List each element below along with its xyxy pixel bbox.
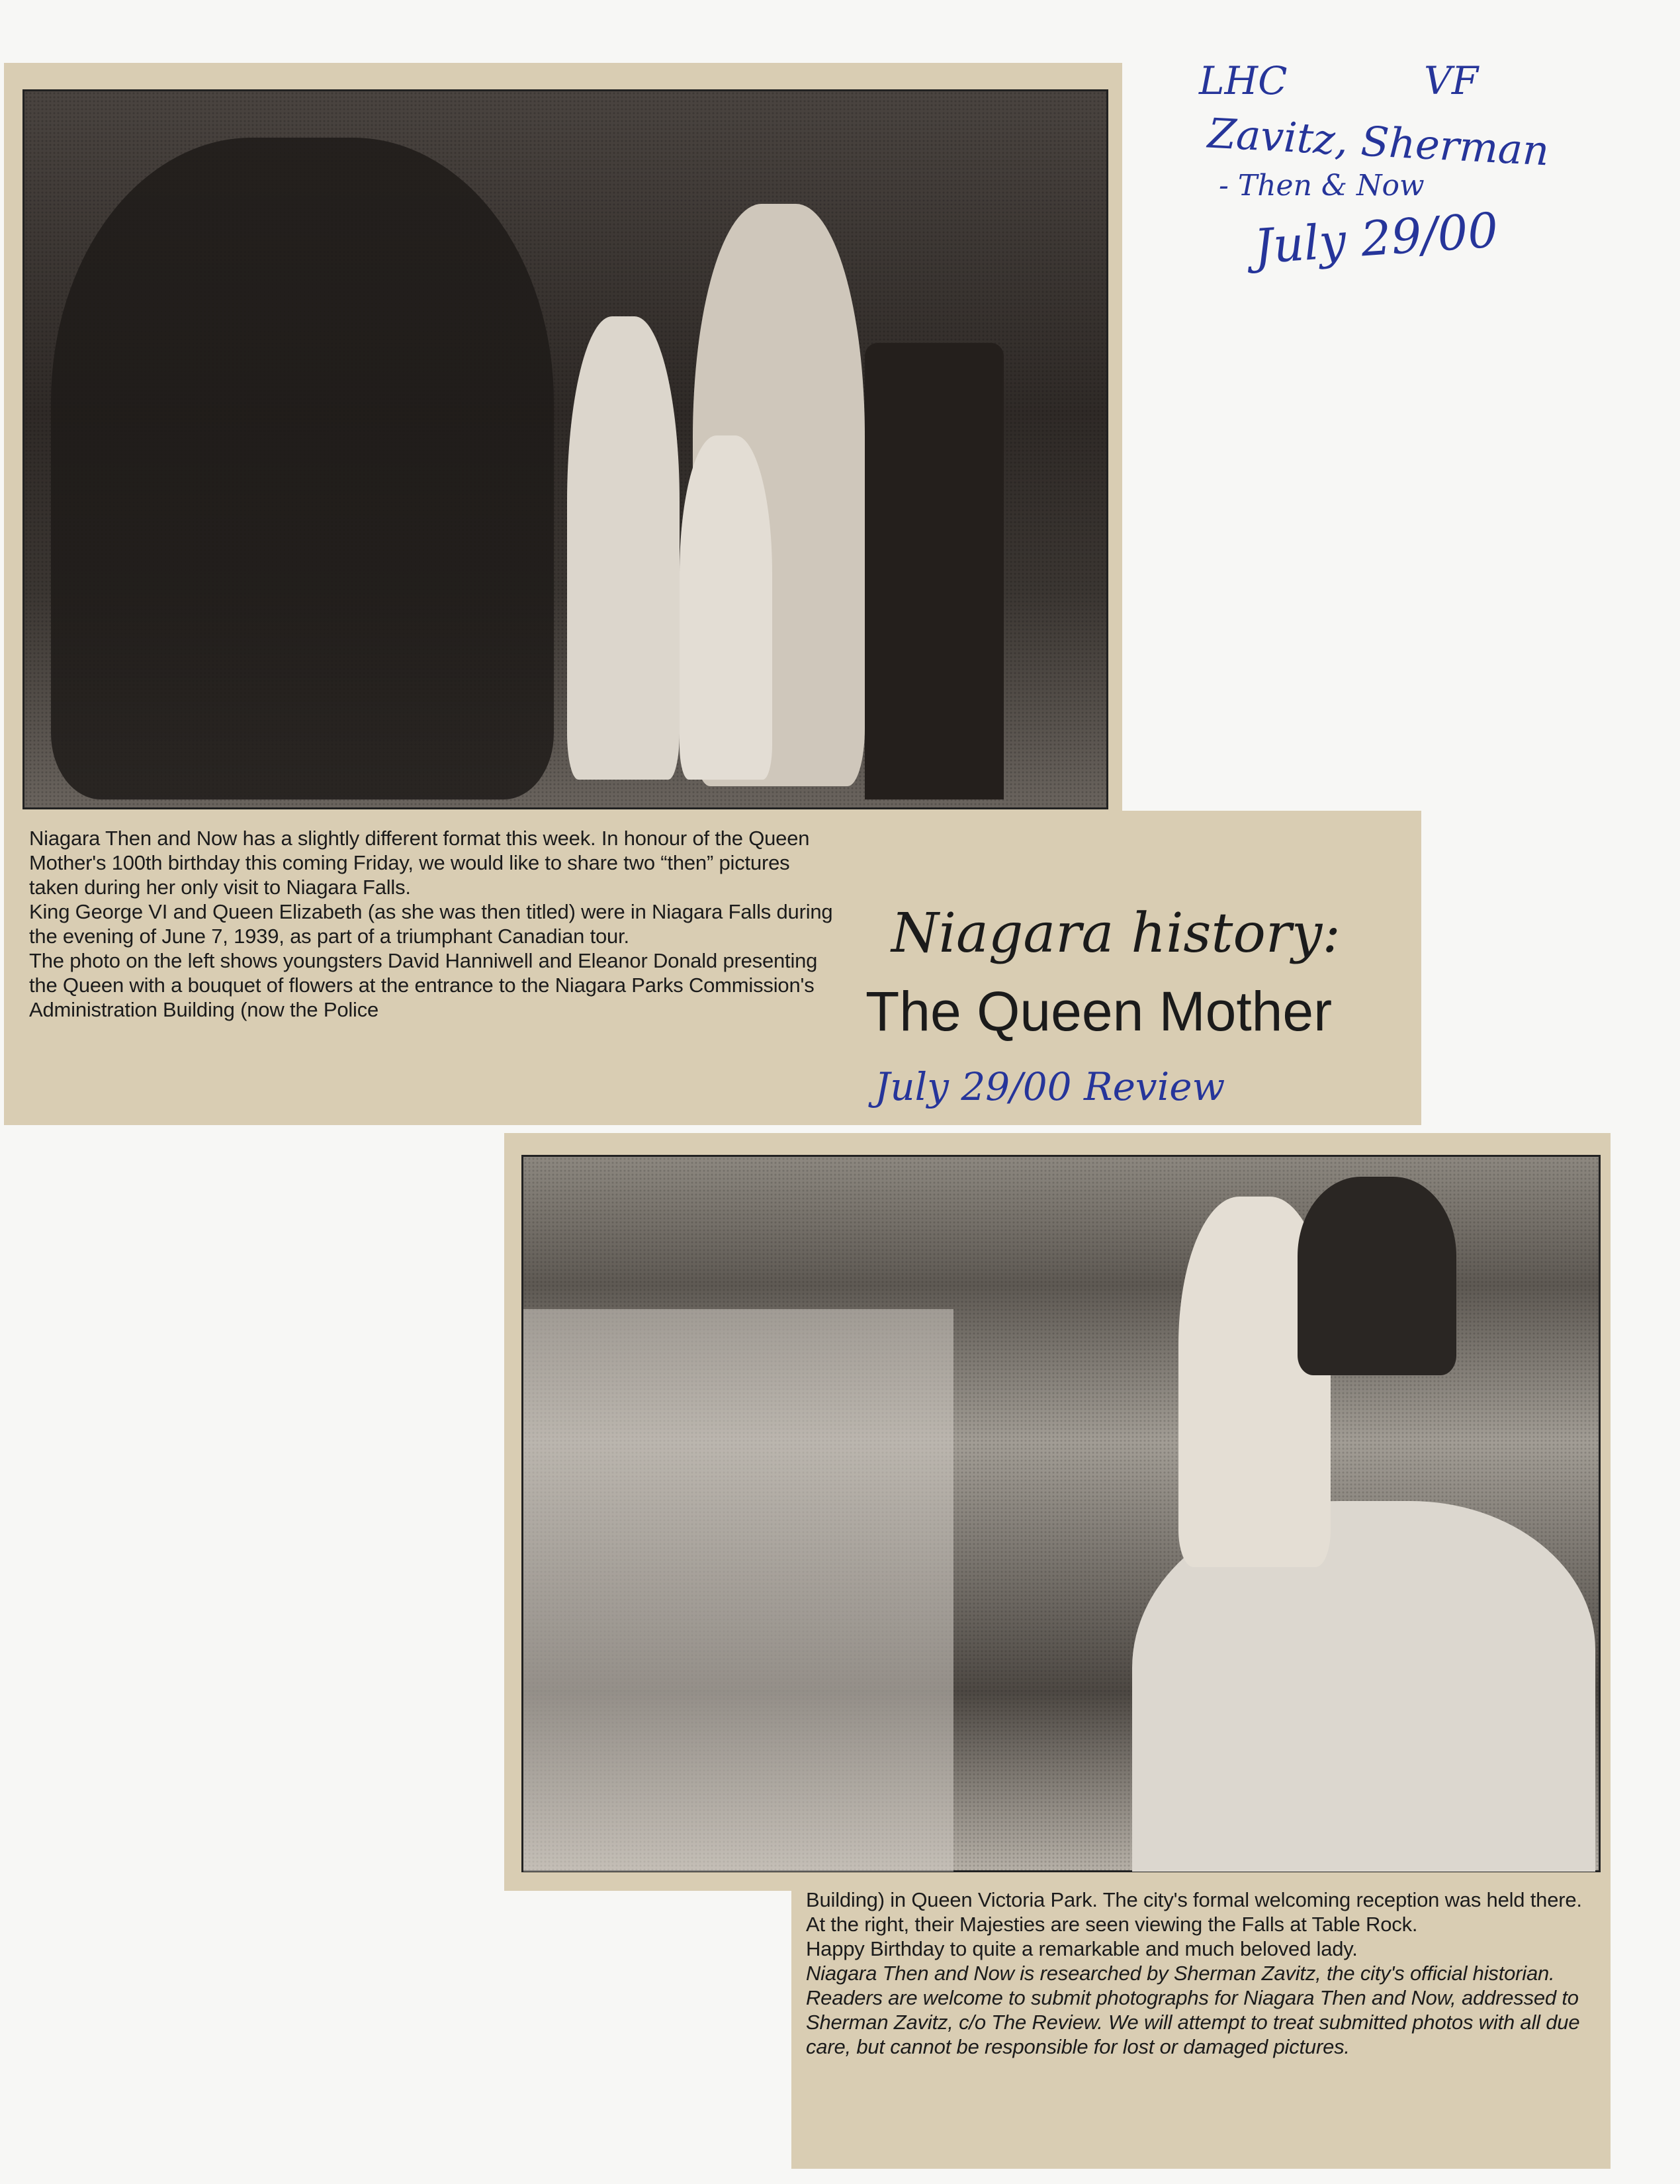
handwritten-date: July 29/00 [1252, 202, 1500, 275]
photo-table-rock [521, 1155, 1601, 1872]
headline: The Queen Mother [865, 980, 1333, 1042]
figure-boy [680, 435, 772, 780]
handwritten-column: - Then & Now [1219, 169, 1425, 203]
caption-paragraph: Happy Birthday to quite a remarkable and much beloved lady. [806, 1937, 1358, 1960]
handwritten-vf: VF [1424, 58, 1479, 103]
caption-paragraph: Building) in Queen Victoria Park. The city's formal welcoming reception was held there. At the right, their Majesties are seen viewing the Falls at Table Rock. [806, 1888, 1582, 1936]
figure-king-falls [1298, 1177, 1456, 1375]
figure-crowd [51, 138, 554, 799]
caption-bottom [806, 1888, 1600, 2059]
caption-paragraph: King George VI and Queen Elizabeth (as she was then titled) were in Niagara Falls during the evening of June 7, 1939, as part of a triumphant Canadian tour. [29, 900, 833, 948]
handwritten-lhc: LHC [1199, 58, 1288, 103]
headline-kicker: Niagara history: [891, 902, 1341, 965]
caption-paragraph: The photo on the left shows youngsters David Hanniwell and Eleanor Donald presenting the Queen with a bouquet of flowers at the entrance to the Niagara Parks Commission's Administration Building (now the Police [29, 949, 818, 1021]
falls-water [523, 1309, 953, 1872]
figure-girl [567, 316, 680, 780]
handwritten-review-note: July 29/00 Review [875, 1064, 1225, 1109]
photo-royal-welcome [22, 89, 1108, 809]
handwritten-name: Zavitz, Sherman [1206, 109, 1550, 175]
caption-credit: Niagara Then and Now is researched by Sherman Zavitz, the city's official historian. Readers are welcome to submit photographs for Niagara Then and Now, addressed to Sherman Zavitz, c/o The Review. We will attempt to treat submitted photos with all due care, but cannot be responsible for lost or damaged pictures. [806, 1962, 1580, 2058]
figure-chair [865, 343, 1004, 799]
caption-paragraph: Niagara Then and Now has a slightly different format this week. In honour of the Queen Mother's 100th birthday this coming Friday, we would like to share two “then” pictures taken during her only visit to Niagara Falls. [29, 827, 810, 899]
caption-top [29, 826, 838, 1022]
